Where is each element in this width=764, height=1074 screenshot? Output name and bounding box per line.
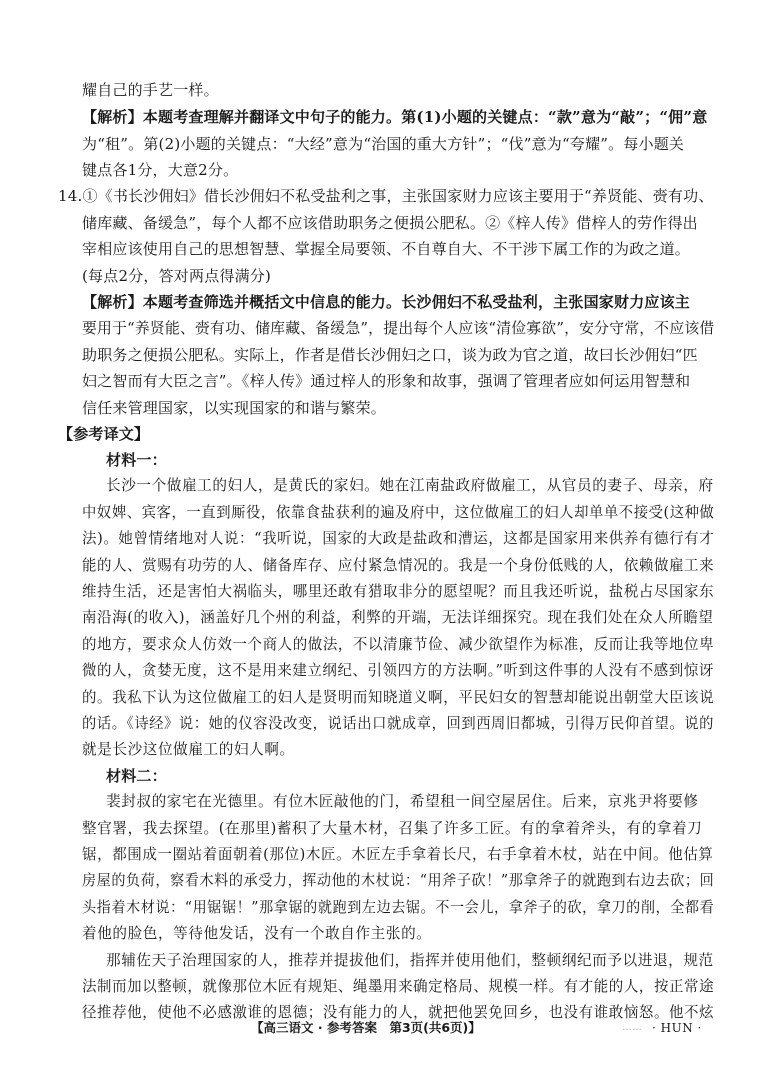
text-line: 能的人、赏赐有功劳的人、储备库存、应付紧急情况的。我是一个身份低贱的人，依赖做雇工来 <box>82 557 715 574</box>
text-line: 材料二： <box>106 767 167 785</box>
text-line: 微的人，贪婪无度，这不是用来建立纲纪、引领四方的方法啊。”听到这件事的人没有不感到惊讶 <box>82 662 714 679</box>
text-line: 助职务之便损公肥私。实际上，作者是借长沙佣妇之口，谈为政为官之道，故曰长沙佣妇“匹 <box>82 346 698 364</box>
text-line: 的。我私下认为这位做雇工的妇人是贤明而知晓道义啊，平民妇女的智慧却能说出朝堂大臣该说 <box>82 689 715 706</box>
text-line: 裴封叔的家宅在光德里。有位木匠敲他的门，希望租一间空屋居住。后来，京兆尹将要修 <box>106 793 699 810</box>
text-line: 14.①《书长沙佣妇》借长沙佣妇不私受盐利之事，主张国家财力应该主要用于“养贤能、赍有功、 <box>58 187 714 205</box>
text-line: 储库藏、备缓急”，每个人都不应该借助职务之便损公肥私。②《梓人传》借梓人的劳作得出 <box>82 214 698 232</box>
text-line: 妇之智而有大臣之言”。《梓人传》通过梓人的形象和故事，强调了管理者应如何运用智慧和 <box>82 372 691 390</box>
text-line: 中奴婢、宾客，一直到厮役，依靠食盐获利的遍及府中，这位做雇工的妇人却单单不接受(这种做 <box>82 504 715 521</box>
text-line: 南沿海(的收入)，涵盖好几个州的利益，利弊的开端，无法详细探究。现在我们处在众人所瞻望 <box>82 609 714 626</box>
text-line: 的地方，要求众人仿效一个商人的做法，不以清廉节俭、减少欲望作为标准，反而让我等地位卑 <box>82 636 715 653</box>
text-line: 头指着木材说：“用锯锯！”那拿锯的就跑到左边去锯。不一会儿，拿斧子的砍，拿刀的削，全都看 <box>82 899 715 916</box>
text-line: 房屋的负荷，察看木料的承受力，挥动他的木杖说：“用斧子砍！”那拿斧子的就跑到右边去砍；回 <box>82 872 715 889</box>
text-line: 材料一： <box>106 451 167 469</box>
text-line: 【解析】本题考查理解并翻译文中句子的能力。第(1)小题的关键点：“款”意为“敲”；“佣”意 <box>82 108 708 126</box>
text-line: 为“租”。第(2)小题的关键点：“大经”意为“治国的重大方针”；“伐”意为“夸耀”。每小题关 <box>82 135 685 153</box>
footer-region-code: · HUN · <box>652 1021 702 1035</box>
text-line: 要用于“养贤能、赍有功、储库藏、备缓急”，提出每个人应该“清俭寡欲”，安分守常，不应该借 <box>82 319 715 337</box>
text-line: 长沙一个做雇工的妇人，是黄氏的家妇。她在江南盐政府做雇工，从官员的妻子、母亲，府 <box>106 477 714 494</box>
text-line: 的话。《诗经》说：她的仪容没改变，说话出口就成章，回到西周旧都城，引得万民仰首望。说的 <box>82 715 715 732</box>
text-line: 锯，都围成一圈站着面朝着(那位)木匠。木匠左手拿着长尺，右手拿着木杖，站在中间。他估算 <box>82 846 714 863</box>
text-line: 【参考译文】 <box>58 425 150 443</box>
text-line: 键点各1分，大意2分。 <box>82 161 239 179</box>
text-line: 法制而加以整顿，就像那位木匠有规矩、绳墨用来确定格局、规模一样。有才能的人，按正常途 <box>82 978 715 995</box>
footer-dots: …… <box>622 1022 642 1033</box>
text-line: 那辅佐天子治理国家的人，推荐并提拔他们，指挥并使用他们，整顿纲纪而予以进退，规范 <box>106 952 714 969</box>
text-line: 耀自己的手艺一样。 <box>82 81 219 99</box>
text-line: 着他的脸色，等待他发话，没有一个敢自作主张的。 <box>82 925 432 942</box>
text-line: (每点2分，答对两点得满分) <box>82 267 272 285</box>
text-line: 就是长沙这位做雇工的妇人啊。 <box>82 741 295 758</box>
text-line: 法)。她曾情绪地对人说：“我听说，国家的大政是盐政和漕运，这都是国家用来供养有德行有才 <box>82 530 715 547</box>
text-line: 信任来管理国家，以实现国家的和谐与繁荣。 <box>82 399 387 417</box>
text-line: 维持生活，还是害怕大祸临头，哪里还敢有猎取非分的愿望呢？而且我还听说，盐税占尽国家东 <box>82 583 715 600</box>
text-line: 【解析】本题考查筛选并概括文中信息的能力。长沙佣妇不私受盐利，主张国家财力应该主 <box>82 293 691 311</box>
footer-page-info: 【高三语文 · 参考答案 第3页(共6页)】 <box>251 1020 481 1035</box>
page-footer <box>0 1018 764 1038</box>
text-line: 整官署，我去探望。(在那里)蓄积了大量木材，召集了许多工匠。有的拿着斧头，有的拿着刀 <box>82 820 703 837</box>
text-line: 径推荐他，使他不必感激谁的恩德；没有能力的人，就把他罢免回乡，也没有谁敢恼怒。他不炫 <box>82 1004 715 1021</box>
text-line: 宰相应该使用自己的思想智慧、掌握全局要领、不自尊自大、不干涉下属工作的为政之道。 <box>82 240 691 258</box>
